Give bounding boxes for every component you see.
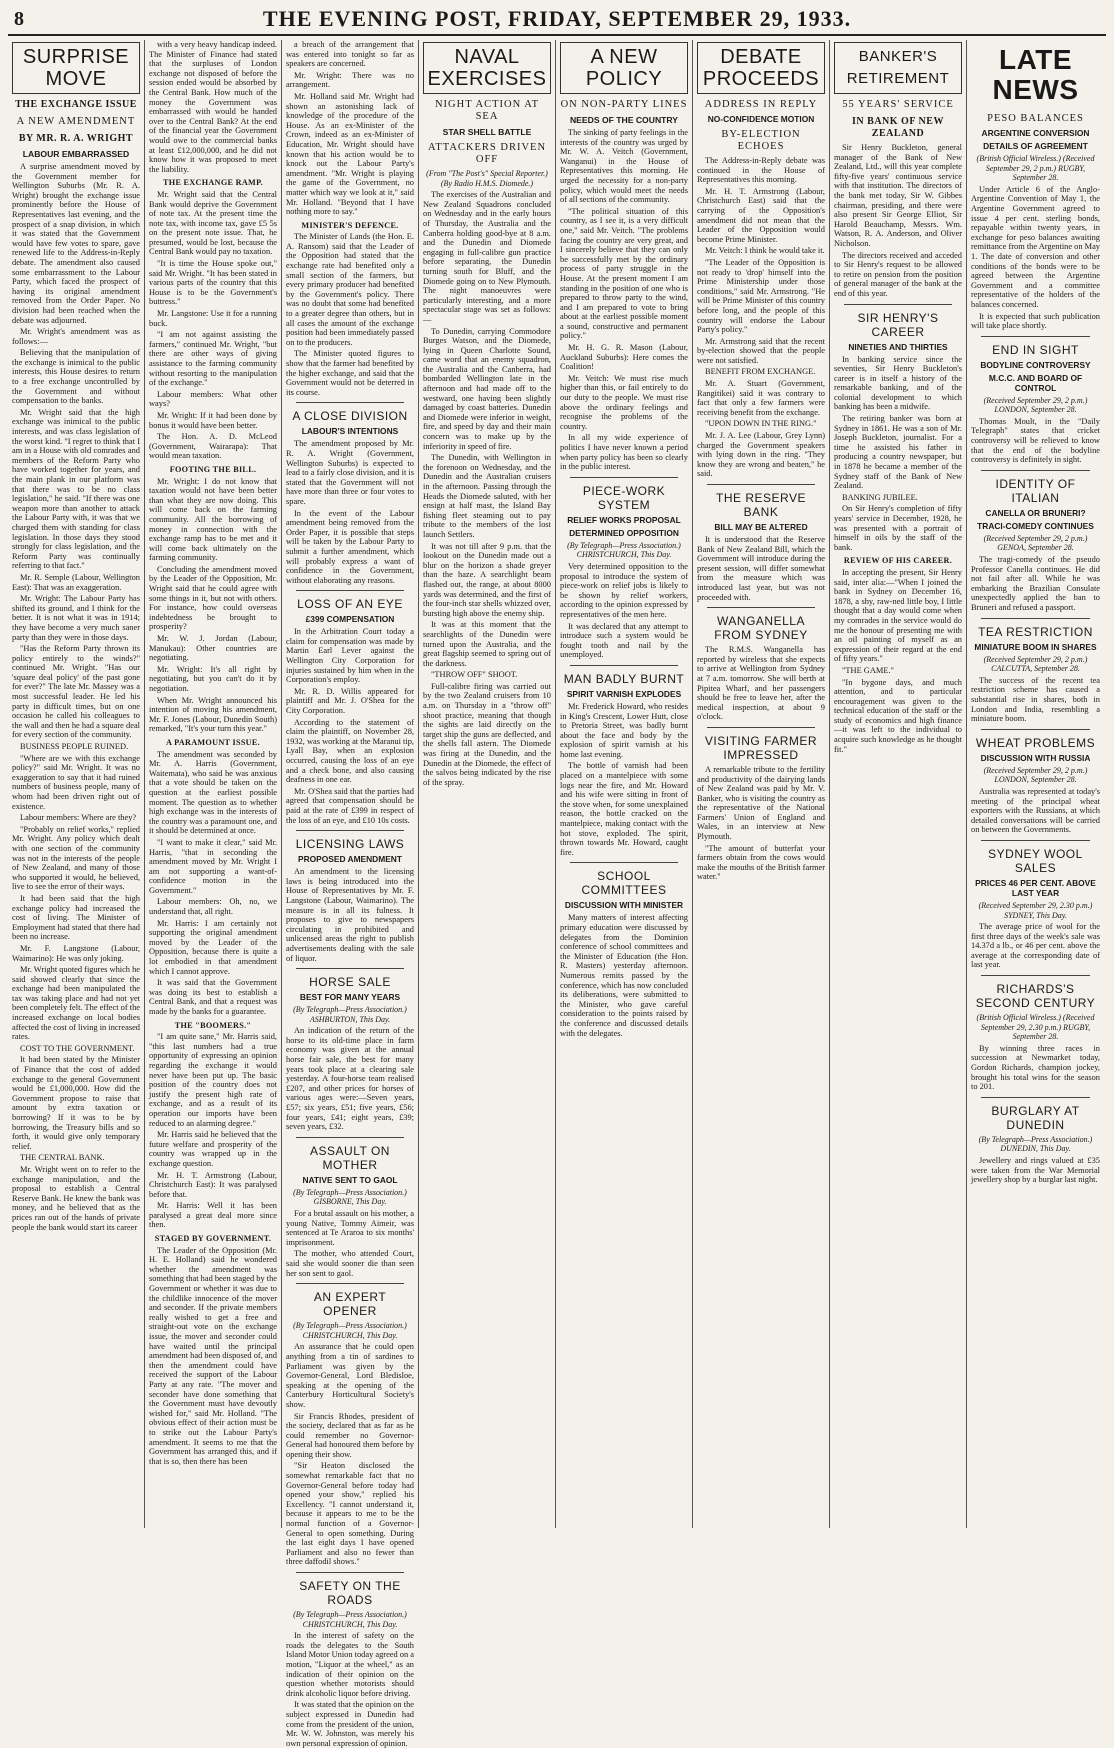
divider xyxy=(570,862,678,863)
article-body xyxy=(971,922,1100,970)
column-7 xyxy=(830,40,967,1528)
headline-safety-on-roads: SAFETY ON THE ROADS xyxy=(299,1579,401,1607)
subhead: M.C.C. AND BOARD OF CONTROL xyxy=(988,372,1083,393)
paragraph: According to the statement of claim the plaintiff, on November 28, 1932, was working at the Maranui tip, Lyall Bay, when an explosion occurred, causing the loss of an eye and a check bone, and also causing deafness in one ear. xyxy=(286,717,414,785)
subhead: NIGHT ACTION AT SEA xyxy=(434,99,540,122)
paragraph: An assurance that he could open anything from a tin of sardines to Parliament was given by the Governor-General, Lord Bledisloe, speaking at the opening of the Canterbury Horticultural Society's show. xyxy=(286,1342,414,1409)
article-body xyxy=(971,555,1100,613)
column-6 xyxy=(693,40,830,1528)
paragraph: In the interest of safety on the roads the delegates to the South Island Motor Union today agreed on a motion, "Liquor at the wheel," as an indication of their opinion on the question whether motorists should drink alcoholic liquor before driving. xyxy=(286,1631,414,1698)
subhead: £399 COMPENSATION xyxy=(305,614,395,625)
paragraph: Mr. W. J. Jordan (Labour, Manukau): Other countries are negotiating. xyxy=(149,634,277,663)
paragraph: The sinking of party feelings in the interests of the country was urged by Mr. W. A. Veitch (Government, Wanganui) in the House of Representatives this morning. He urged the necessity for a non-party policy, which would meet the needs of all sections of the community. xyxy=(560,128,688,205)
subhead: SPIRIT VARNISH EXPLODES xyxy=(566,688,682,699)
paragraph: It was declared that any attempt to introduce such a system would be fought tooth and nail by the unemployed. xyxy=(560,621,688,660)
column-2 xyxy=(145,40,282,1528)
paragraph: The average price of wool for the first three days of the week's sale was 14.37d a lb., or 46 per cent. above the average at the corresponding date of last year. xyxy=(971,922,1100,970)
headline-new-policy: A NEW POLICY xyxy=(560,42,688,94)
divider xyxy=(296,1572,404,1573)
byline: BY MR. R. A. WRIGHT xyxy=(18,133,134,144)
crosshead: A PARAMOUNT ISSUE. xyxy=(165,737,261,747)
article-body xyxy=(834,143,962,299)
paragraph: It was at this moment that the searchlights of the Dunedin were turned upon the Australia, and the great flagship seemed to spring out of the darkness. xyxy=(423,620,551,668)
dateline: (By Telegraph—Press Association.) CHRISTCHURCH, This Day. xyxy=(567,540,681,560)
subhead: RELIEF WORKS PROPOSAL xyxy=(567,514,681,525)
paragraph: Believing that the manipulation of the exchange is inimical to the public interests, this House desires to return to a free exchange uncontrolled by the Government and without compensation to the banks. xyxy=(12,348,140,406)
paragraph: In the event of the Labour amendment being removed from the Order Paper, it is possible that steps will be taken by the Labour Party to submit a further amendment, which will probably express a want of confidence in the Government, without elaborating any reasons. xyxy=(286,508,414,585)
paragraph: The Address-in-Reply debate was continued in the House of Representatives this morning. xyxy=(697,156,825,185)
crosshead: FOOTING THE BILL. xyxy=(169,464,257,474)
article-body xyxy=(697,535,825,602)
paragraph: The Minister of Lands (the Hon. E. A. Ransom) said that the Leader of the Opposition had stated that the exchange rate had benefited only a small section of the farmers, but every primary producer had benefited by the Government's policy. There was no doubt that some had benefited to a greater degree than others, but in all cases the amount of the exchange position had been immediately passed on to the producers. xyxy=(286,232,414,347)
column-3 xyxy=(282,40,419,1748)
paragraph: Mr. Veitch: We must rise much higher than this, or fail entirely to do our duty to the people. We must rise above the ordinary feelings and recognise the problems of the country. xyxy=(560,373,688,431)
paragraph: It was not till after 9 p.m. that the lookout on the Dunedin made out a blur on the horizon a shade greyer than the haze. A searchlight beam flashed out, the range, at about 8000 yards was determined, and the first of the four-inch star shells whizzed over, bursting high above the enemy ship. xyxy=(423,541,551,618)
article-body xyxy=(971,417,1100,465)
subhead: LABOUR'S INTENTIONS xyxy=(301,426,399,437)
paragraph: Mr. R. Semple (Labour, Wellington East): That was an exaggeration. xyxy=(12,572,140,592)
dateline: (Received September 29, 2 p.m.) LONDON, September 28. xyxy=(983,765,1088,785)
paragraph: BANKING JUBILEE. xyxy=(842,492,918,502)
crosshead: STAGED BY GOVERNMENT. xyxy=(154,1234,272,1244)
paragraph: "UPON DOWN IN THE RING." xyxy=(705,419,817,429)
paragraph: Mr. Frederick Howard, who resides in King's Crescent, Lower Hutt, close to Pretoria Street, was badly burnt about the face and body by the explosion of spirit varnish at his home last evening. xyxy=(560,701,688,759)
article-body xyxy=(560,702,688,858)
headline-loss-of-eye: LOSS OF AN EYE xyxy=(297,597,403,612)
paragraph: The tragi-comedy of the pseudo Professor Canella continues. He did not fail after all. While he was embarking the Brazilian Consulate unexpectedly applied the ban to Bruneri and refused a passport. xyxy=(971,555,1100,612)
paragraph: Jewellery and rings valued at £35 were taken from the War Memorial jewellery shop by a burglar last night. xyxy=(971,1156,1100,1185)
article-body xyxy=(149,190,277,461)
subhead: ARGENTINE CONVERSION xyxy=(981,128,1090,138)
headline-close-division: A CLOSE DIVISION xyxy=(292,409,408,424)
subhead: DETAILS OF AGREEMENT xyxy=(983,141,1088,151)
dateline: (Received September 29, 2 p.m.) LONDON, September 28. xyxy=(983,395,1088,415)
paragraph: "I want to make it clear," said Mr. Harris, "that in seconding the amendment moved by Mr. Wright I am not supporting a want-of-confidence motion in the Government." xyxy=(149,837,277,895)
column-8 xyxy=(967,40,1104,1528)
paragraph: Mr. Wright: There was no arrangement. xyxy=(286,70,414,90)
headline-reserve-bank: THE RESERVE BANK xyxy=(716,491,806,519)
paragraph: Mr. Langstone: Use it for a running buck. xyxy=(149,309,277,328)
article-body xyxy=(971,1156,1100,1185)
paragraph: Mr. Armstrong said that the recent by-election showed that the people were not satisfied. xyxy=(697,336,825,365)
paragraph: In the Arbitration Court today a claim for compensation was made by Martin Earl Lever against the Wellington City Corporation for injuries sustained by him when in the Corporation's employ. xyxy=(286,627,414,685)
paragraph: Under Article 6 of the Anglo-Argentine Convention of May 1, the Argentine Government agreed to issue 4 per cent. sterling bonds, repayable within twenty years, in exchange for peso balances awaiting remittance from the Argentine on May 1. The date of conversion and other conditions of the bonds were to be agreed between the Argentine Government and a committee representative of the holders of the balances concerned. xyxy=(971,184,1100,309)
paragraph: The mother, who attended Court, said she would sooner die than seen her son sent to gaol. xyxy=(286,1249,414,1278)
paragraph: "The political situation of this country, as I see it, is a very difficult one," said Mr. Veitch. "The problems facing the country are very great, and I sincerely believe that they can only be successfully met by the ordinary process of party struggle in the House. At the present moment I am standing in the position of one who is prepared to throw party to the wind, and I am prepared to vote to bring about at the earliest possible moment a sound, constructive and permanent policy." xyxy=(560,206,688,341)
subhead: PESO BALANCES xyxy=(987,113,1084,124)
column-5 xyxy=(556,40,693,1528)
paragraph: By winning three races in succession at Newmarket today, Gordon Richards, champion jockey, brought his total wins for the season to 201. xyxy=(971,1043,1100,1092)
paragraph: It was said that the Government was doing its best to establish a Central Bank, and that a request was made by the banks for a guarantee. xyxy=(149,978,277,1016)
paragraph: "Where are we with this exchange policy?" said Mr. Wright. It was no exaggeration to say that it had ruined numbers of business people, many of whom had been driven right out of existence. xyxy=(12,753,140,811)
subhead: BEST FOR MANY YEARS xyxy=(299,992,401,1003)
divider xyxy=(981,975,1090,976)
paragraph: THE CENTRAL BANK. xyxy=(20,1153,105,1163)
article-body xyxy=(971,787,1100,835)
headline-man-badly-burnt: MAN BADLY BURNT xyxy=(563,671,685,686)
article-body xyxy=(286,627,414,825)
headline-expert-opener: AN EXPERT OPENER xyxy=(313,1290,387,1319)
divider xyxy=(981,618,1090,619)
headline-burglary-dunedin: BURGLARY AT DUNEDIN xyxy=(991,1103,1080,1132)
paragraph: The Leader of the Opposition (Mr. H. E. Holland) said he wondered whether the amendment was something that had been staged by the Government or whether it was due to the childlike innocence of the mover and seconder. If the private members really wished to get a free and straight-out vote on the exchange issue, the mover and seconder could have waited until the principal amendment had been disposed of, and then the amendment could have received the support of the Labour Party at any rate. "The mover and seconder have done something that the Government must have devoutly wished for," said Mr. Holland. "The obvious effect of their action must be to strike out the Labour Party's amendment. It seems to me that the Government has arranged this, and if that is so, then there has been xyxy=(149,1245,277,1466)
subhead: BY-ELECTION ECHOES xyxy=(721,129,801,152)
paragraph: The amendment was seconded by Mr. A. Harris (Government, Waitemata), who said he was anxious that a vote should be taken on the question at the earliest possible moment. The question as to whether high exchange was in the interests of the country was a paramount one, and it should be determined at once. xyxy=(149,749,277,836)
subhead: 55 YEARS' SERVICE xyxy=(842,99,954,110)
paragraph: For a brutal assault on his mother, a young Native, Tommy Aimeir, was sentenced at Te Araroa to six months' imprisonment. xyxy=(286,1209,414,1247)
columns xyxy=(8,40,1106,1748)
divider xyxy=(570,477,678,478)
article-body xyxy=(971,1044,1100,1092)
paragraph: Mr. Wright said that the Central Bank would deprive the Government of note tax. At the present time the note tax, with income tax, gave £5 5s on the present note issue. That, he presumed, would be lost, because the Central Bank would pay no taxation. xyxy=(149,189,277,257)
paragraph: The success of the recent tea restriction scheme has caused a substantial rise in shares, both in London and India, resembling a miniature boom. xyxy=(971,675,1100,724)
paragraph: Full-calibre firing was carried out by the two Zealand cruisers from 10 a.m. on Thursday in a "throw off" shoot practice, meaning that though the sights are laid directly on the target ship the guns are deflected, and the shells fall astern. The Diomede was firing at the Dunedin, and the Dunedin at the Diomede, the effect of the salvos being indicated by the rise of the spray. xyxy=(423,681,551,787)
paragraph: A remarkable tribute to the fertility and productivity of the dairying lands of New Zealand was paid by Mr. V. Banker, who is visiting the country as the representative of the National Farmers' Union of England and Wales, in an interview at New Plymouth. xyxy=(697,764,825,842)
article-body xyxy=(560,913,688,1038)
paragraph: Sir Francis Rhodes, president of the society, declared that as far as he could remember no Governor-General had honoured them before by opening their show. xyxy=(286,1411,414,1459)
headline-surprise-move: SURPRISE MOVE xyxy=(12,42,140,94)
headline-wheat-problems: WHEAT PROBLEMS xyxy=(975,735,1096,750)
paragraph: In all my wide experience of politics I have never known a period when party policy has been so clearly in the public interest. xyxy=(560,433,688,472)
paragraph: "The Leader of the Opposition is not ready to 'drop' himself into the Prime Ministership under those conditions," said Mr. Armstrong. "He will be Prime Minister of this country before long, and the people of this country will endorse the Labour Party's policy." xyxy=(697,257,825,335)
masthead xyxy=(8,4,1106,36)
article-body xyxy=(286,439,414,585)
dateline: (By Telegraph—Press Association.) CHRISTCHURCH, This Day. xyxy=(293,1321,407,1340)
divider xyxy=(296,830,404,831)
paragraph: Concluding the amendment moved by the Leader of the Opposition, Mr. Wright said that he could agree with some things in it, but not with others. For instance, how could overseas indebtedness be brought to prosperity? xyxy=(149,564,277,632)
subhead-exchange-issue: THE EXCHANGE ISSUE xyxy=(15,99,137,110)
divider xyxy=(981,1097,1090,1098)
paragraph: Mr. Wright: It's all right by negotiating, but you can't do it by negotiation. xyxy=(149,664,277,693)
headline-late-news: LATE NEWS xyxy=(992,44,1079,105)
paragraph: Labour members: Oh, no, we understand that, all right. xyxy=(149,897,277,917)
paragraph: The amendment proposed by Mr. R. A. Wright (Government, Wellington Suburbs) is expected to lead to a fairly close division, and it is stated that the Government will not have more than three or four votes to spare. xyxy=(286,439,414,506)
article-body xyxy=(149,750,277,1017)
paragraph: An indication of the return of the horse to its old-time place in farm economy was given at the annual horse fair sale, the best for many years took place at a clearing sale yesterday. A four-horse team realised £207, and other prices for horses of various ages were:—Seven years, £57; six years, £51; five years, £56; four years, £41; eight years, £39; seven years, £32. xyxy=(286,1026,414,1132)
paragraph: Mr. O'Shea said that the parties had agreed that compensation should be paid at the rate of £399 in respect of the loss of an eye, and £10 10s costs. xyxy=(286,786,414,825)
paragraph: Thomas Moult, in the "Daily Telegraph" states that cricket controversy will be relieved to know that the end of the bodyline controversy is definitely in sight. xyxy=(971,416,1100,465)
headline-sydney-wool-sales: SYDNEY WOOL SALES xyxy=(988,846,1083,875)
subhead: NO-CONFIDENCE MOTION xyxy=(707,114,815,124)
paragraph: "Probably on relief works," replied Mr. Wright. Any policy which dealt with one section of the community was not in the interests of the people of New Zealand, and many of those who supported it would, he believed, live to see the error of their ways. xyxy=(12,824,140,892)
headline-end-in-sight: END IN SIGHT xyxy=(992,342,1079,357)
paragraph: Mr. Harris: Well it has been paralysed a great deal more since then. xyxy=(149,1201,277,1230)
subhead: BILL MAY BE ALTERED xyxy=(714,522,808,532)
page-number: 8 xyxy=(14,7,24,30)
subhead: CANELLA OR BRUNERI? xyxy=(985,507,1086,518)
article-body xyxy=(971,676,1100,724)
dateline: (By Telegraph—Press Association.) DUNEDIN, This Day. xyxy=(978,1134,1093,1154)
subhead-new-amendment: A NEW AMENDMENT xyxy=(16,116,136,127)
headline-sir-henrys-career: SIR HENRY'S CAREER xyxy=(857,310,939,339)
subhead: MINIATURE BOOM IN SHARES xyxy=(974,641,1097,652)
newspaper-title: THE EVENING POST, FRIDAY, SEPTEMBER 29, 1933. xyxy=(262,6,852,31)
article-body xyxy=(834,355,962,553)
paragraph: Mr. A. Stuart (Government, Rangitikei) said it was contrary to fact that only a few farmers were receiving benefit from the exchange. xyxy=(697,379,825,417)
headline-identity-of-italian: IDENTITY OF ITALIAN xyxy=(995,476,1076,505)
paragraph: The Dunedin, with Wellington in the forenoon on Wednesday, and the Dunedin and the Australian cruisers in the afternoon. Passing through the Heads the Diomede saluted, with her ensign at half mast, the Island Bay fishing fleet steaming out to pay tribute to the members of the lost launch Settlers. xyxy=(423,453,551,539)
crosshead: REVIEW OF HIS CAREER. xyxy=(843,556,953,566)
subhead-labour-embarrassed: LABOUR EMBARRASSED xyxy=(22,149,130,159)
headline-tea-restriction: TEA RESTRICTION xyxy=(978,624,1093,639)
paragraph: Mr. Veitch: I think he would take it. xyxy=(705,246,825,256)
headline-debate-proceeds: DEBATE PROCEEDS xyxy=(697,42,825,94)
paragraph: Australia was represented at today's meeting of the principal wheat exporters with the Russians, at which detailed conversations will be carried on between the Governments. xyxy=(971,786,1100,835)
paragraph: a breach of the arrangement that was entered into tonight so far as speakers are concerned. xyxy=(286,40,414,69)
headline-naval-exercises: NAVAL EXERCISES xyxy=(423,42,551,94)
subhead: NEEDS OF THE COUNTRY xyxy=(569,115,679,125)
divider xyxy=(296,590,404,591)
divider xyxy=(707,484,815,485)
paragraph: The R.M.S. Wanganella has reported by wireless that she expects to arrive at Wellington from Sydney at 7 a.m. tomorrow. She will berth at Pipitea Wharf, and her passengers should be free to leave her, after the medical inspection, at about 9 o'clock. xyxy=(697,645,825,722)
article-body xyxy=(286,867,414,963)
headline-piece-work: PIECE-WORK SYSTEM xyxy=(582,483,666,512)
subhead: IN BANK OF NEW ZEALAND xyxy=(852,116,944,139)
paragraph: Mr. Wright's amendment was as follows:— xyxy=(12,327,140,346)
paragraph: Mr. Holland said Mr. Wright had shown an astonishing lack of knowledge of the procedure of the House. As an ex-Minister of the Crown, indeed as an ex-Minister of Education, Mr. Wright should have known that his action would be to knock out the Labour Party's amendment. "Mr. Wright is playing the game of the Government, no matter which way we look at it," said Mr. Holland. "Beyond that I have nothing more to say." xyxy=(286,91,414,217)
paragraph: Mr. H. T. Armstrong (Labour, Christchurch East) said that the carrying of the Opposition's amendment did not mean that the Leader of the Opposition would become Prime Minister. xyxy=(697,186,825,244)
dateline: (By Telegraph—Press Association.) ASHBURTON, This Day. xyxy=(293,1005,407,1024)
paragraph: The retiring banker was born at Sydney in 1861. He was a son of Mr. Joseph Buckleton, journalist. For a time he assisted his father in producing a country newspaper, but in 1878 he became a member of the Sydney staff of the Bank of New Zealand. xyxy=(834,414,962,491)
subhead: ATTACKERS DRIVEN OFF xyxy=(427,142,547,165)
divider xyxy=(707,727,815,728)
article-body xyxy=(697,645,825,722)
crosshead: THE "BOOMERS." xyxy=(174,1020,252,1030)
subhead: TRACI-COMEDY CONTINUES xyxy=(977,520,1094,531)
divider xyxy=(296,1137,404,1138)
paragraph: Mr. Wright went on to refer to the exchange manipulation, and the proposal to establish a Central Reserve Bank. He knew the bank was money, and he believed that as the prices ran out of the hands of private people the bank would start its career xyxy=(12,1164,140,1232)
paragraph: It is expected that such publication will take place shortly. xyxy=(971,311,1100,331)
headline-bankers-retirement: BANKER'S RETIREMENT xyxy=(834,42,962,94)
paragraph: Mr. Wright: The Labour Party has shifted its ground, and I think for the better. It is not what it was in 1914; they have become a very much saner party than they were in those days. xyxy=(12,594,140,642)
paragraph: Mr. Wright quoted figures which he said showed clearly that since the exchange had been manipulated the tax was taking place and had not yet been completely felt. The effect of the increased exchange on local bodies affected the cost of living in increased rates. xyxy=(12,965,140,1042)
article-body xyxy=(149,40,277,174)
article-body xyxy=(971,185,1100,331)
paragraph: It is understood that the Reserve Bank of New Zealand Bill, which the Government will introduce during the present session, will differ somewhat from the measure which was introduced last year, but was not proceeded with. xyxy=(697,535,825,602)
paragraph: Labour members: What other ways? xyxy=(149,389,277,409)
subhead: ADDRESS IN REPLY xyxy=(704,99,818,110)
dateline: (Received September 29, 2 p.m.) CALCUTTA, September 28. xyxy=(983,654,1088,674)
dateline: (By Telegraph—Press Association.) GISBORNE, This Day. xyxy=(293,1187,407,1207)
paragraph: Many matters of interest affecting primary education were discussed by delegates from the Dominion conference of school committees and the Minister of Education (the Hon. R. Masters) yesterday afternoon. Numerous remits passed by the conference, which has now concluded its deliberations, were submitted to the Minister, who gave careful consideration to the points raised by the conference and discussed details with the delegates. xyxy=(560,913,688,1038)
paragraph: "It is time the House spoke out," said Mr. Wright. "It has been stated in various parts of the country that this House is to be the Government's buttress." xyxy=(149,259,277,307)
dateline: (British Official Wireless.) (Received September 29, 2.30 p.m.) RUGBY, September 28. xyxy=(976,1013,1095,1042)
paragraph: BENEFIT FROM EXCHANGE. xyxy=(705,367,816,377)
paragraph: The bottle of varnish had been placed on a mantelpiece with some logs near the fire, and Mr. Howard and his wife were sitting in front of the stove when, for some unexplained reason, the bottle cracked on the mantelpiece, making contact with the hot stove, exploded. The spirit, thrown towards Mr. Howard, caught fire. xyxy=(560,761,688,857)
column-4 xyxy=(419,40,556,1528)
article-body xyxy=(286,1342,414,1567)
headline-assault-on-mother: ASSAULT ON MOTHER xyxy=(310,1143,390,1172)
divider xyxy=(981,470,1090,471)
paragraph: BUSINESS PEOPLE RUINED. xyxy=(20,742,129,752)
dateline: (Received September 29, 2 p.m.) GENOA, September 28. xyxy=(983,533,1088,553)
crosshead: THE EXCHANGE RAMP. xyxy=(163,178,263,188)
paragraph: Mr. H. T. Armstrong (Labour, Christchurch East): It was paralysed before that. xyxy=(149,1170,277,1199)
paragraph: When Mr. Wright announced his intention of moving his amendment, Mr. F. Jones (Labour, Dunedin South) remarked, "It's your turn this year." xyxy=(149,695,277,734)
paragraph: Labour members: Where are they? xyxy=(20,813,137,823)
paragraph: Mr. F. Langstone (Labour, Waimarino): He was only joking. xyxy=(12,943,140,963)
paragraph: Mr. H. G. R. Mason (Labour, Auckland Suburbs): Here comes the Coalition! xyxy=(560,343,688,372)
article-body xyxy=(149,477,277,734)
crosshead: MINISTER'S DEFENCE. xyxy=(301,220,399,230)
paragraph: An amendment to the licensing laws is being introduced into the House of Representatives by Mr. F. Langstone (Labour, Waimarino). The measure is in all its fulness. It proposes to give to newspapers circulating in prohibited and unlicensed areas the right to publish advertisements dealing with the sale of liquor. xyxy=(286,867,414,963)
divider xyxy=(296,402,404,403)
paragraph: "THROW OFF" SHOOT. xyxy=(431,670,518,680)
article-body xyxy=(423,190,551,787)
article-body xyxy=(560,128,688,472)
paragraph: Mr. Wright: If it had been done by bonus it would have been better. xyxy=(149,410,277,430)
paragraph: "Has the Reform Party thrown its policy entirely to the winds?" continued Mr. Wright. "Has our 'square deal policy' of the past gone for ever?" The late Mr. Massey was a most successful leader. He led his party in difficult times, but on one occasion he called his colleagues to the wall and then he had a square deal for every section of the community. xyxy=(12,644,140,740)
divider xyxy=(296,1283,404,1284)
headline-school-committees: SCHOOL COMMITTEES xyxy=(581,869,667,898)
headline-wanganella: WANGANELLA FROM SYDNEY xyxy=(714,614,808,643)
dateline: (Received September 29, 2.30 p.m.) SYDNEY, This Day. xyxy=(978,900,1093,920)
article-body xyxy=(697,765,825,882)
column-1 xyxy=(8,40,145,1528)
paragraph: "I am not against assisting the farmers," continued Mr. Wright, "but there are other ways of giving assistance to the farming community without resorting to the manipulation of the exchange." xyxy=(149,330,277,388)
headline-licensing-laws: LICENSING LAWS xyxy=(295,837,405,852)
paragraph: Mr. Wright said that the high exchange was inimical to the public interests, and was class legislation of the worst kind. "I regret to think that I am in a House with old comrades and members of the Reform Party who have worked together for years, and the main plank in our platform was that there was to be no class legislation," he said. "If there was one weapon more than another to attack the Labour Party with, it was that we charged them with standing for class legislation. In those days they stood strongly for class legislation, and the Reform Party was continually referring to that fact." xyxy=(12,407,140,571)
subhead: DISCUSSION WITH MINISTER xyxy=(564,900,684,911)
subhead: BODYLINE CONTROVERSY xyxy=(980,359,1091,370)
divider xyxy=(844,304,952,305)
paragraph: Mr. R. D. Willis appeared for plaintiff and Mr. J. O'Shea for the City Corporation. xyxy=(286,686,414,716)
paragraph: To Dunedin, carrying Commodore Burges Watson, and the Diomede, lying in Queen Charlotte Sound, came word that an enemy squadron, the Australia and the Canberra, had bombarded Wellington late in the afternoon and had made off to the westward, one having been slightly damaged by coast batteries. Dunedin and Diomede were inferior in weight, fire, and speed by day and their main concern was to make up by the inferiority in speed of fire. xyxy=(423,326,551,451)
headline-richards-century: RICHARDS'S SECOND CENTURY xyxy=(975,982,1096,1011)
dateline: (By Telegraph—Press Association.) CHRISTCHURCH, This Day. xyxy=(293,1610,407,1629)
subhead: ON NON-PARTY LINES xyxy=(560,99,688,110)
paragraph: The Minister quoted figures to show that the farmer had benefited by the higher exchange, and said that the Government would not be deterred in its course. xyxy=(286,349,414,397)
paragraph: with a very heavy handicap indeed. The Minister of Finance had stated that the surpluses of London exchange not disposed of before the session ended would be absorbed by the Central Bank. How much of the money the Government was embarrassed with would be handed over to the Central Bank? At the end of the financial year the Government would owe to the commercial banks at least £12,000,000, and he did not know how it was proposed to meet the liability. xyxy=(149,40,277,174)
paragraph: The Hon. A. D. McLeod (Government, Wairarapa): That would mean taxation. xyxy=(149,432,277,461)
paragraph: A surprise amendment moved by the Government member for Wellington Suburbs (Mr. R. A. Wright) brought the exchange issue prominently before the House of Representatives last evening, and the prospect of a snap division, in which it was stated that the Government would have few votes to spare, gave renewed life to the Address-in-Reply debate. The amendment also caused some embarrassment to the Labour Party, which faced the prospect of having its original amendment removed from the Order Paper. No division had been reached when the debate was adjourned. xyxy=(12,162,140,325)
paragraph: Mr. Wright: I do not know that taxation would not have been better than what they are now doing. This will come back on the farming community. All the borrowing of money in connection with the exchange ramp has to be met and it will come back ultimately on the farming community. xyxy=(149,476,277,563)
paragraph: It had been said that the high exchange policy had increased the cost of living. The Minister of Employment had stated that there had been no increase. xyxy=(12,893,140,942)
dateline: (From "The Post's" Special Reporter.) (By Radio H.M.S. Diomede.) xyxy=(426,169,548,188)
divider xyxy=(570,665,678,666)
divider xyxy=(981,336,1090,337)
paragraph: "The amount of butterfat your farmers obtain from the cows would make the mouths of the British farmer water." xyxy=(697,843,825,882)
subhead: DISCUSSION WITH RUSSIA xyxy=(980,752,1091,763)
headline-visiting-farmer: VISITING FARMER IMPRESSED xyxy=(704,733,818,762)
article-body xyxy=(286,40,414,217)
divider xyxy=(981,840,1090,841)
paragraph: COST TO THE GOVERNMENT. xyxy=(20,1043,135,1053)
subhead: NINETIES AND THIRTIES xyxy=(848,341,948,352)
paragraph: In banking service since the seventies, Sir Henry Buckleton's career is in itself a history of the remarkable banking, and of the colonial development to which banking has been a midwife. xyxy=(834,354,962,412)
paragraph: Mr. Harris said he believed that the future welfare and prosperity of the country was wrapped up in the exchange question. xyxy=(149,1130,277,1168)
article-body xyxy=(286,1209,414,1278)
paragraph: The directors received and acceded to Sir Henry's request to be allowed to retire on pension from the position of general manager of the bank at the end of this year. xyxy=(834,250,962,298)
subhead: PRICES 46 PER CENT. ABOVE LAST YEAR xyxy=(975,877,1096,898)
paragraph: Mr. Harris: I am certainly not supporting the original amendment moved by the Leader of the Opposition, because there is quite a lot embodied in that amendment which I cannot approve. xyxy=(149,918,277,976)
article-body xyxy=(286,232,414,397)
subhead: DETERMINED OPPOSITION xyxy=(569,527,679,538)
paragraph: It had been stated by the Minister of Finance that the cost of added exchange to the general Government would be £1,000,000. How did the Government propose to raise that amount by extra taxation or borrowing? If it was to be by borrowing, the Treasury bills and so forth, it would give only temporary relief. xyxy=(12,1055,140,1151)
paragraph: Mr. J. A. Lee (Labour, Grey Lynn) charged the Government speakers with lying down in the ring. "They know they are wrong and beaten," he said. xyxy=(697,431,825,479)
dateline: (British Official Wireless.) (Received September 29, 2 p.m.) RUGBY, September 28. xyxy=(976,154,1095,183)
paragraph: Very determined opposition to the proposal to introduce the system of piece-work on relief jobs is likely to be shown by relief workers, according to the opinion expressed by representatives of the men here. xyxy=(560,561,688,619)
paragraph: In accepting the present, Sir Henry said, inter alia:—"When I joined the bank in Sydney on December 16, 1878, a shy, raw-ned little boy, I little thought that a day would come when my comrades in the service would do me the honour of presenting me with an oil painting of myself as an expression of their regard at the end of fifty years." xyxy=(834,567,962,664)
article-body xyxy=(697,156,825,479)
article-body xyxy=(286,1631,414,1748)
divider xyxy=(707,607,815,608)
paragraph: "In bygone days, and much attention, and to particular encouragement was given to the technical education of the staff or the study of economics and high finance—it was left to the individual to acquire such knowledge as he thought fit." xyxy=(834,677,962,754)
headline-horse-sale: HORSE SALE xyxy=(309,975,391,990)
article-body xyxy=(12,162,140,1232)
paragraph: "I am quite sane," Mr. Harris said, "this last numbers had a true opportunity of expressing an opinion regarding the exchange it would never have been put up. The basic position of the country does not justify the present high rate of exchange, and as a result of its operation our imports have been reduced to an alarming degree." xyxy=(149,1032,277,1128)
subhead: PROPOSED AMENDMENT xyxy=(298,854,402,865)
article-body xyxy=(149,1032,277,1230)
paragraph: On Sir Henry's completion of fifty years' service in December, 1928, he was presented with a portrait of himself in oils by the staff of the bank. xyxy=(834,504,962,552)
subhead: NATIVE SENT TO GAOL xyxy=(302,1174,398,1185)
paragraph: "THE GAME." xyxy=(842,665,894,675)
divider xyxy=(981,729,1090,730)
article-body xyxy=(834,568,962,754)
article-body xyxy=(149,1246,277,1467)
paragraph: "Sir Heaton disclosed the somewhat remarkable fact that no Governor-General before today had opened your show," replied his Excellency. "I cannot understand it, because it appears to me to be the normal function of a Governor-General to open something. During the last eight days I have opened Parliament and also no fewer than three daffodil shows." xyxy=(286,1461,414,1567)
article-body xyxy=(560,562,688,660)
paragraph: It was stated that the opinion on the subject expressed in Dunedin had come from the president of the union, Mr. W. W. Johnston, was merely his own personal expression of opinion. xyxy=(286,1700,414,1748)
paragraph: The exercises of the Australian and New Zealand Squadrons concluded on Wednesday and in the early hours of Thursday, the Australia and the Canberra holding good-bye at 8 a.m. and the Dunedin and Diomede engaging in full-calibre gun practice before separating, the Dunedin turning south for Bluff, and the Diomede going on to New Plymouth. The night manoeuvres were particularly interesting, and a more spectacular stage was set as follows:— xyxy=(423,190,551,324)
article-body xyxy=(286,1026,414,1132)
subhead: STAR SHELL BATTLE xyxy=(442,127,532,137)
paragraph: Sir Henry Buckleton, general manager of the Bank of New Zealand, Ltd., will this year complete fifty-five years' continuous service with that institution. The directors of the bank met today, Sir W. Gibbes chairman, presiding, and there were also present Sir George Elliot, Sir Harold Beauchamp, Messrs. Wm. Watson, R. A. Anderson, and Oliver Nicholson. xyxy=(834,143,962,248)
divider xyxy=(296,968,404,969)
